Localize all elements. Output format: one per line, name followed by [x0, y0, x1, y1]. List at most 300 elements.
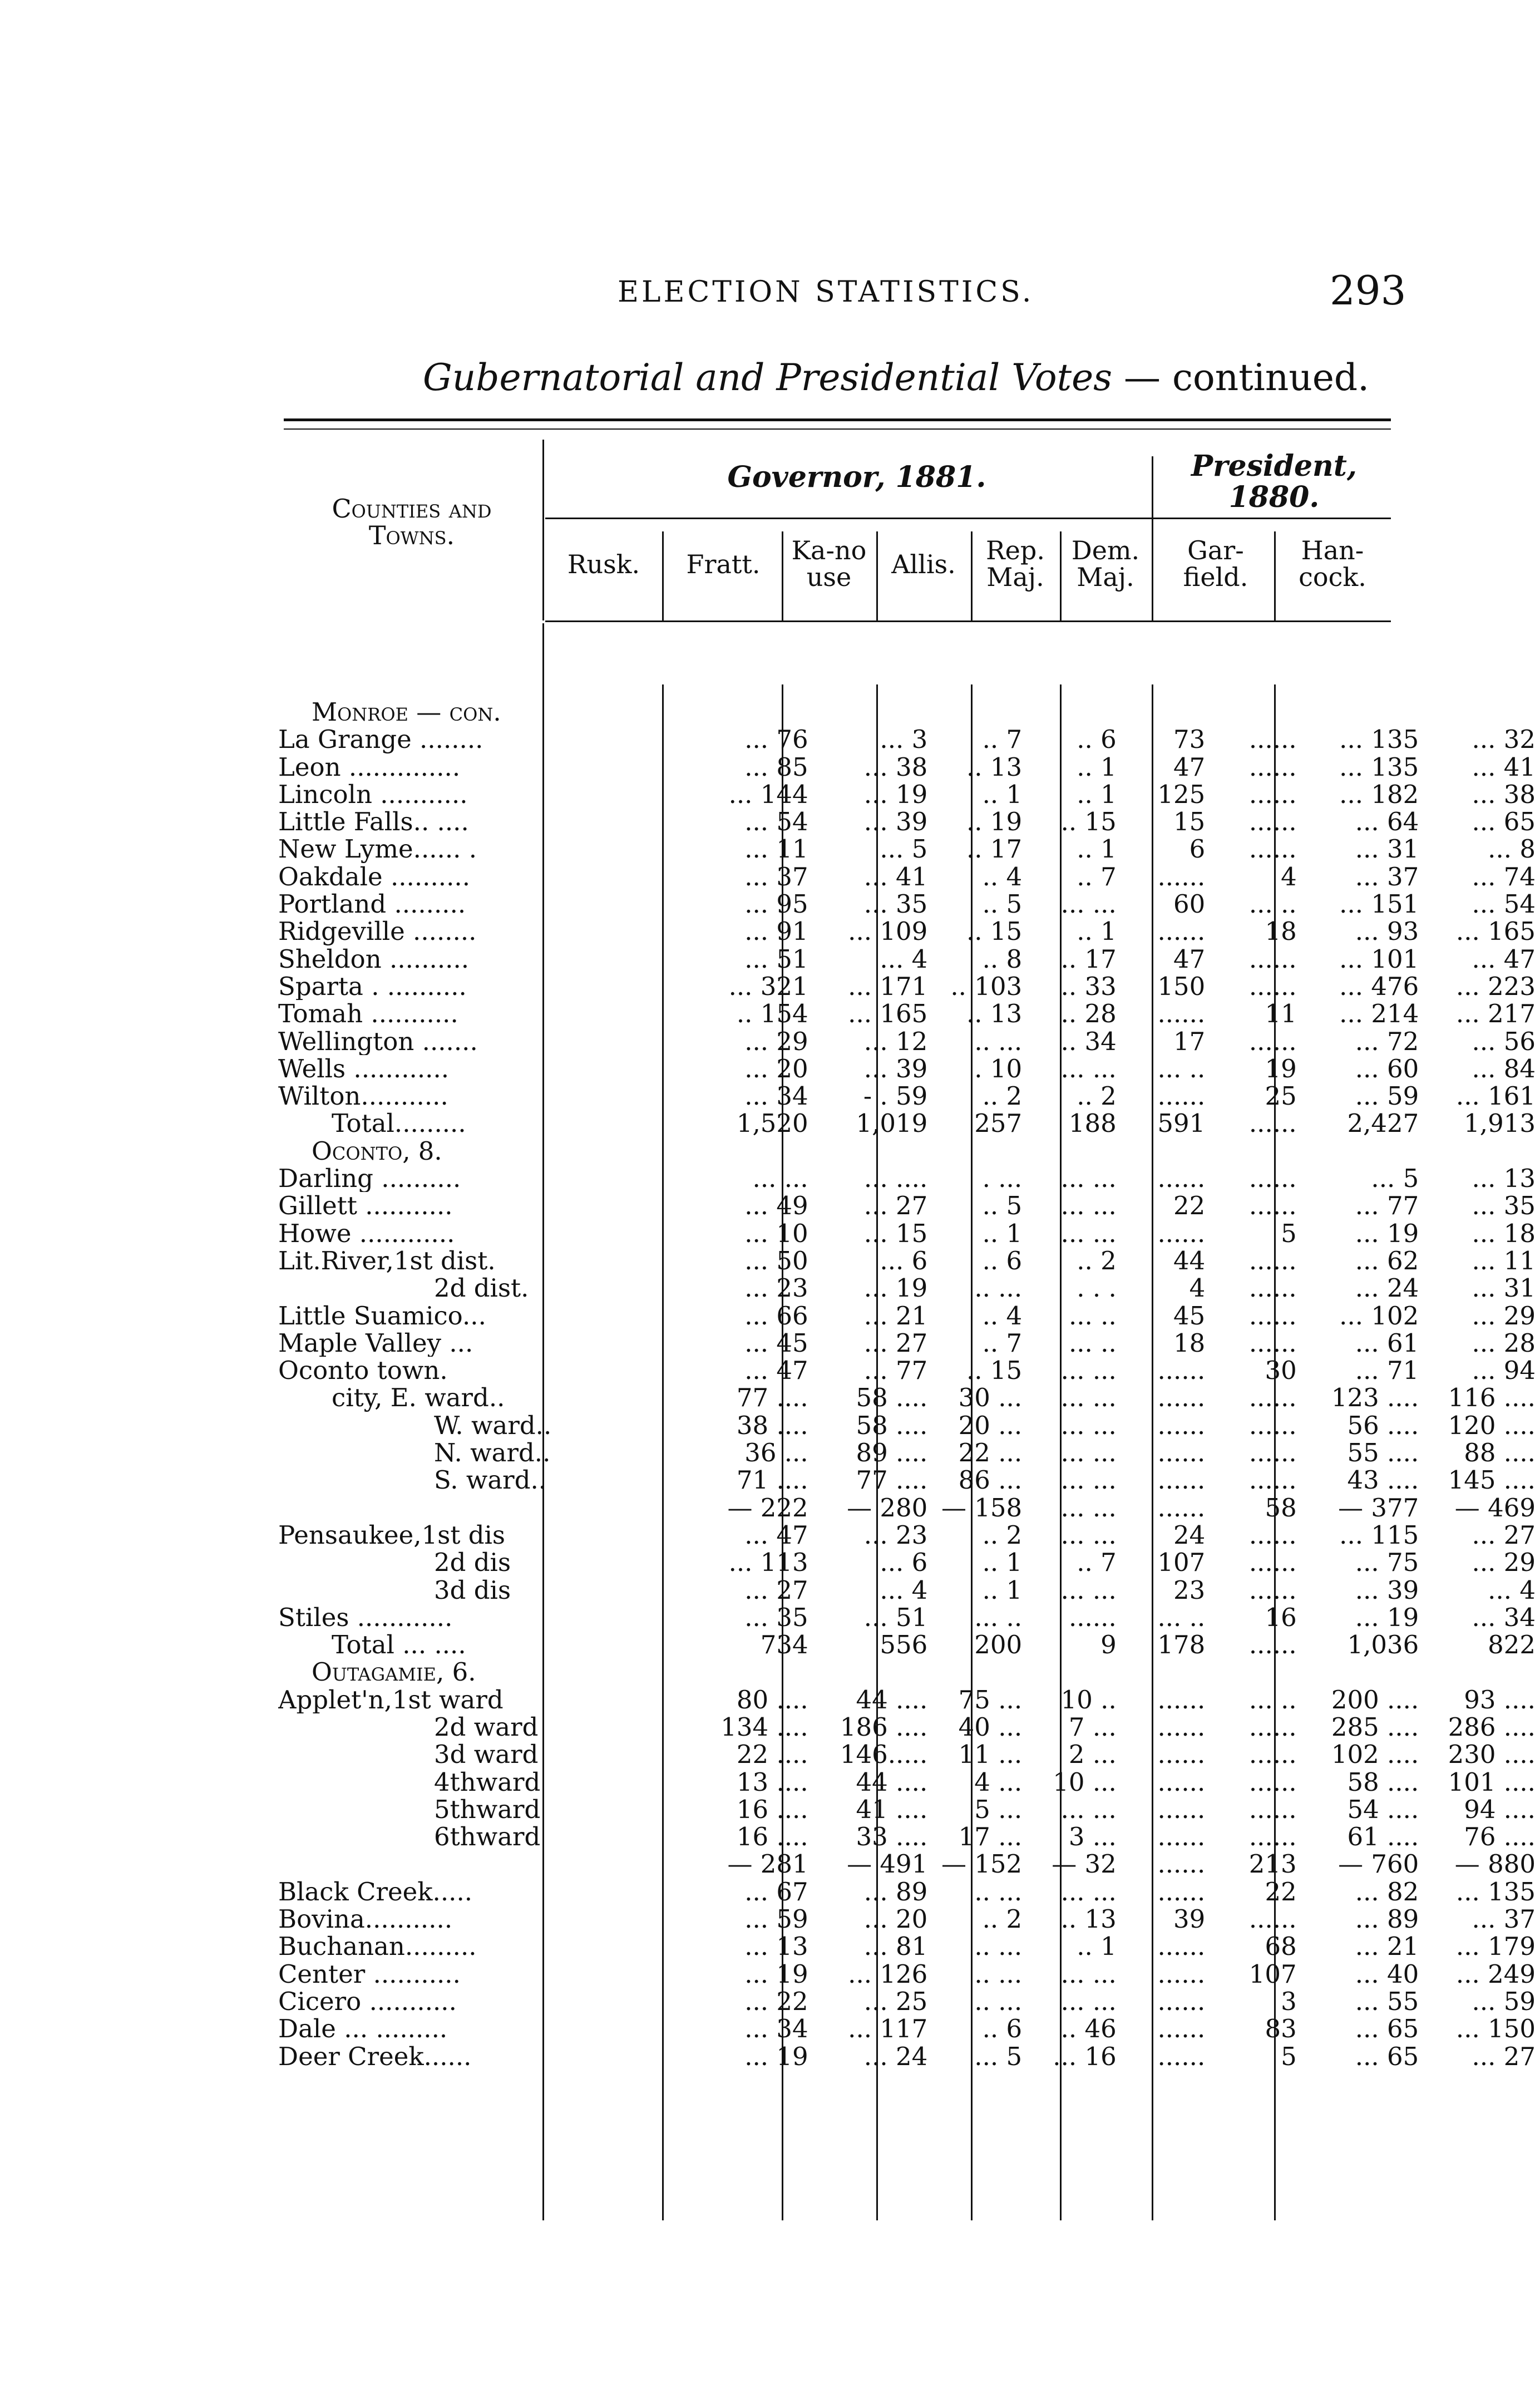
vote-cell: 44 ....: [856, 1686, 928, 1713]
vote-cell: 286 ....: [1448, 1713, 1536, 1741]
town-name: Little Falls.. ....: [278, 808, 469, 836]
vote-cell: ... 75: [1355, 1549, 1419, 1577]
vote-cell: ... 71: [1355, 1357, 1419, 1385]
vote-cell: ... 6: [880, 1247, 928, 1275]
town-name: Darling ..........: [278, 1165, 461, 1193]
vote-cell: ......: [1157, 1686, 1206, 1713]
vote-cell: ... ...: [1060, 1219, 1117, 1247]
vote-cell: ... 34: [744, 1082, 808, 1110]
vote-cell: ... ..: [1157, 1055, 1206, 1083]
vote-cell: ......: [1157, 1357, 1206, 1385]
vote-cell: 77 ....: [736, 1384, 808, 1412]
vote-cell: 30: [1265, 1357, 1297, 1385]
running-title: ELECTION STATISTICS.: [618, 275, 1034, 309]
vote-cell: ......: [1248, 1521, 1297, 1549]
vote-cell: ... 161: [1455, 1082, 1536, 1110]
vote-cell: 145 ....: [1448, 1466, 1536, 1494]
vote-cell: ... ...: [1060, 1055, 1117, 1083]
town-row: [278, 1439, 1540, 1466]
vote-cell: ... 6: [880, 1549, 928, 1577]
vote-cell: ... 51: [744, 945, 808, 973]
vote-cell: ......: [1157, 2042, 1206, 2070]
town-row: [278, 973, 1540, 1000]
vote-cell: 22 ....: [736, 1741, 808, 1768]
vote-cell: ... ..: [1248, 890, 1297, 918]
vote-cell: ......: [1157, 1411, 1206, 1440]
vote-cell: ......: [1248, 1549, 1297, 1577]
vote-cell: 83: [1265, 2015, 1297, 2043]
town-row: [278, 1302, 1540, 1329]
town-name: Buchanan.........: [278, 1933, 477, 1960]
vote-cell: ... ..: [1248, 1686, 1297, 1713]
town-name: 4thward: [434, 1768, 541, 1796]
vote-cell: ... 82: [1355, 1878, 1419, 1906]
vote-cell: ... 40: [1355, 1960, 1419, 1988]
town-name: W. ward..: [434, 1411, 552, 1440]
vote-cell: ... ...: [1060, 1795, 1117, 1824]
vote-cell: ... 85: [744, 753, 808, 781]
town-row: [278, 1494, 1540, 1521]
vote-cell: ... 61: [1355, 1329, 1419, 1357]
county-name: Monroe — con.: [312, 698, 501, 726]
vote-cell: 60: [1173, 890, 1206, 918]
vote-cell: ... 27: [863, 1192, 928, 1220]
vote-cell: ... 65: [1355, 2042, 1419, 2070]
town-name: Pensaukee,1st dis: [278, 1521, 506, 1549]
vote-cell: .. 5: [982, 890, 1023, 918]
vote-cell: .. 1: [1077, 753, 1117, 781]
vote-cell: ... 18: [1472, 1219, 1536, 1247]
vote-cell: 7 ...: [1068, 1713, 1117, 1741]
county-section-row: [278, 1658, 1540, 1686]
vote-cell: .. ...: [974, 1274, 1023, 1302]
vote-cell: 20 ...: [958, 1411, 1023, 1440]
vote-cell: . 10: [974, 1055, 1023, 1083]
vote-cell: — 491: [847, 1850, 928, 1878]
vote-cell: .. 17: [966, 835, 1023, 863]
vote-cell: 146.....: [840, 1741, 928, 1768]
vote-cell: ... ...: [1060, 1521, 1117, 1549]
group-rule: [545, 518, 1391, 519]
vote-cell: .. 15: [966, 918, 1023, 945]
vote-cell: 76 ....: [1464, 1823, 1536, 1851]
vote-cell: ... ...: [1060, 1384, 1117, 1412]
vote-cell: 61 ....: [1347, 1823, 1419, 1851]
town-name: Ridgeville ........: [278, 918, 477, 945]
vote-cell: ... 38: [863, 753, 928, 781]
president-header: President, 1880.: [1191, 449, 1357, 514]
vote-cell: ... 21: [1355, 1933, 1419, 1960]
vote-cell: ... 21: [863, 1302, 928, 1329]
town-name: Portland .........: [278, 890, 466, 918]
vote-cell: ... ...: [1060, 1494, 1117, 1521]
vote-cell: 15: [1173, 808, 1206, 836]
town-name: 5thward: [434, 1795, 541, 1824]
vote-cell: ......: [1248, 835, 1297, 863]
page-number: 293: [1330, 267, 1406, 314]
vote-cell: ... 59: [1355, 1082, 1419, 1110]
vote-cell: ... ...: [1060, 1576, 1117, 1604]
vote-cell: ... 59: [744, 1905, 808, 1933]
vote-cell: ... ...: [1060, 1192, 1117, 1220]
vote-cell: .. 1: [982, 1576, 1023, 1604]
vote-cell: 107: [1248, 1960, 1297, 1988]
governor-header: Governor, 1881.: [727, 460, 986, 494]
vote-cell: 5: [1281, 1219, 1297, 1247]
vote-cell: ......: [1248, 1741, 1297, 1768]
vote-cell: ... 76: [744, 726, 808, 753]
counties-header: Counties and Towns.: [332, 494, 492, 550]
vote-cell: — 281: [727, 1850, 808, 1878]
town-name: Deer Creek......: [278, 2042, 472, 2070]
vote-cell: .. 2: [982, 1905, 1023, 1933]
town-row: [278, 1165, 1540, 1192]
vote-cell: .. ...: [974, 1987, 1023, 2016]
vote-cell: ......: [1157, 1713, 1206, 1741]
vote-cell: 68: [1265, 1933, 1297, 1960]
vote-cell: ... 64: [1355, 808, 1419, 836]
vote-cell: .. 1: [1077, 780, 1117, 809]
vote-cell: 822: [1488, 1631, 1536, 1659]
town-name: Total.........: [332, 1110, 466, 1137]
vote-cell: ... 179: [1455, 1933, 1536, 1960]
vote-cell: 1,019: [856, 1110, 928, 1137]
vote-cell: .. 46: [1060, 2015, 1117, 2043]
vote-cell: ... 150: [1455, 2015, 1536, 2043]
col-header-kanouse: Ka-nouse: [791, 535, 867, 592]
vote-cell: ......: [1157, 2015, 1206, 2043]
vote-cell: ......: [1248, 1768, 1297, 1796]
vote-cell: ... 101: [1339, 945, 1419, 973]
vote-cell: ... 39: [863, 808, 928, 836]
vote-cell: 56 ....: [1347, 1411, 1419, 1440]
town-row: [278, 1384, 1540, 1411]
vote-cell: - . 59: [863, 1082, 928, 1110]
vote-cell: 123 ....: [1331, 1384, 1419, 1412]
vote-cell: ... ..: [1068, 1329, 1117, 1357]
vote-cell: ... 3: [880, 726, 928, 753]
vote-cell: 5: [1281, 2042, 1297, 2070]
town-row: [278, 781, 1540, 808]
vote-cell: 33 ....: [856, 1823, 928, 1851]
county-name: Outagamie, 6.: [312, 1658, 476, 1686]
vote-cell: ......: [1248, 972, 1297, 1001]
vote-cell: 54 ....: [1347, 1795, 1419, 1824]
vote-cell: .. 2: [982, 1521, 1023, 1549]
vote-cell: ... ...: [752, 1165, 808, 1193]
vote-cell: 5 ...: [974, 1795, 1023, 1824]
vote-cell: ......: [1157, 1494, 1206, 1521]
vote-cell: .. 6: [982, 1247, 1023, 1275]
vote-cell: 71 ....: [736, 1466, 808, 1494]
vote-cell: ... 10: [744, 1219, 808, 1247]
vote-cell: ... 37: [744, 863, 808, 891]
vote-cell: ... 31: [1355, 835, 1419, 863]
vote-cell: ......: [1248, 808, 1297, 836]
vote-cell: ......: [1248, 726, 1297, 753]
vote-cell: ... 89: [863, 1878, 928, 1906]
vote-cell: ... 32: [1472, 726, 1536, 753]
vote-cell: ... 59: [1472, 1987, 1536, 2016]
vote-cell: ... ...: [1060, 1165, 1117, 1193]
vote-cell: 101 ....: [1448, 1768, 1536, 1796]
vote-cell: — 32: [1052, 1850, 1117, 1878]
vote-cell: ... 37: [1355, 863, 1419, 891]
vote-cell: ......: [1248, 1165, 1297, 1193]
town-row: [278, 1274, 1540, 1302]
vote-cell: ... 34: [1472, 1603, 1536, 1632]
vote-cell: 188: [1068, 1110, 1117, 1137]
vote-cell: ......: [1068, 1603, 1117, 1632]
vote-cell: ... 249: [1455, 1960, 1536, 1988]
vote-cell: ... 27: [1472, 1521, 1536, 1549]
vote-cell: ... 15: [863, 1219, 928, 1247]
town-name: Little Suamico...: [278, 1302, 486, 1329]
vote-cell: ......: [1248, 1631, 1297, 1659]
vote-cell: — 377: [1338, 1494, 1419, 1521]
town-name: [278, 1494, 693, 1521]
vote-cell: 11: [1265, 1000, 1297, 1028]
town-row: [278, 1933, 1540, 1960]
vote-cell: ... 13: [744, 1933, 808, 1960]
vote-cell: 11 ...: [958, 1741, 1023, 1768]
town-name: Oconto town.: [278, 1357, 448, 1385]
town-name: Wells ............: [278, 1055, 450, 1083]
vote-cell: ... 28: [1472, 1329, 1536, 1357]
vote-cell: ......: [1248, 1247, 1297, 1275]
vote-cell: ... 19: [744, 1960, 808, 1988]
vote-cell: 9: [1100, 1631, 1117, 1659]
vote-cell: ... 27: [744, 1576, 808, 1604]
town-row: [278, 1713, 1540, 1741]
town-name: city, E. ward..: [332, 1384, 505, 1412]
vote-cell: ... ....: [863, 1165, 928, 1193]
vote-cell: ......: [1157, 1987, 1206, 2016]
town-row: [278, 1412, 1540, 1439]
town-name: Applet'n,1st ward: [278, 1686, 504, 1713]
vote-cell: 77 ....: [856, 1466, 928, 1494]
vote-cell: .. 1: [982, 780, 1023, 809]
vote-cell: .. ...: [974, 1027, 1023, 1055]
vote-cell: 89 ....: [856, 1439, 928, 1467]
vote-cell: ... 35: [744, 1603, 808, 1632]
town-name: Oakdale ..........: [278, 863, 470, 891]
vote-cell: ... 29: [744, 1027, 808, 1055]
vote-cell: ......: [1248, 1411, 1297, 1440]
vote-cell: 22 ...: [958, 1439, 1023, 1467]
town-row: [278, 1082, 1540, 1110]
vote-cell: 58 ....: [856, 1384, 928, 1412]
vote-cell: — 222: [727, 1494, 808, 1521]
vote-cell: ......: [1248, 1713, 1297, 1741]
vote-cell: ... 55: [1355, 1987, 1419, 2016]
town-row: [278, 1823, 1540, 1850]
vote-cell: ... 223: [1455, 972, 1536, 1001]
town-row: [278, 1466, 1540, 1494]
vote-cell: 44: [1173, 1247, 1206, 1275]
vote-cell: 24: [1173, 1521, 1206, 1549]
vote-cell: ... ..: [1157, 1603, 1206, 1632]
vote-cell: 213: [1248, 1850, 1297, 1878]
vote-cell: .. 34: [1060, 1027, 1117, 1055]
vote-cell: .. 6: [1077, 726, 1117, 753]
vote-cell: ... 74: [1472, 863, 1536, 891]
vote-cell: .. 7: [1077, 1549, 1117, 1577]
vote-cell: ... 135: [1339, 753, 1419, 781]
vote-cell: ......: [1248, 1302, 1297, 1329]
vote-cell: 3: [1281, 1987, 1297, 2016]
vote-cell: ......: [1157, 1219, 1206, 1247]
vote-cell: ... 11: [744, 835, 808, 863]
vote-cell: ... 144: [728, 780, 808, 809]
county-name: Oconto, 8.: [312, 1137, 442, 1165]
vote-cell: ... 56: [1472, 1027, 1536, 1055]
vote-cell: ... 77: [863, 1357, 928, 1385]
vote-table: [278, 698, 1540, 2070]
vote-cell: ......: [1248, 1466, 1297, 1494]
town-row: [278, 1988, 1540, 2015]
vote-cell: 86 ...: [958, 1466, 1023, 1494]
town-row: [278, 1577, 1540, 1604]
header-vline-6: [1152, 456, 1153, 620]
vote-cell: ... 29: [1472, 1302, 1536, 1329]
vote-cell: ... 117: [848, 2015, 928, 2043]
vote-cell: ......: [1157, 1439, 1206, 1467]
vote-cell: 125: [1157, 780, 1206, 809]
vote-cell: ......: [1157, 1384, 1206, 1412]
vote-cell: 257: [974, 1110, 1023, 1137]
vote-cell: .. ...: [974, 1878, 1023, 1906]
vote-cell: ... 29: [1472, 1549, 1536, 1577]
vote-cell: .. 8: [982, 945, 1023, 973]
col-header-fratt: Fratt.: [686, 549, 761, 579]
vote-cell: 1,913: [1464, 1110, 1536, 1137]
vote-cell: 591: [1157, 1110, 1206, 1137]
vote-cell: 88 ....: [1464, 1439, 1536, 1467]
vote-cell: ... 20: [863, 1905, 928, 1933]
vote-cell: .. 4: [982, 863, 1023, 891]
vote-cell: .. 2: [1077, 1082, 1117, 1110]
vote-cell: ......: [1248, 1576, 1297, 1604]
town-name: Cicero ...........: [278, 1987, 457, 2016]
total-row: [278, 1110, 1540, 1137]
vote-cell: 47: [1173, 945, 1206, 973]
vote-cell: — 152: [941, 1850, 1023, 1878]
vote-cell: 39: [1173, 1905, 1206, 1933]
header-vline-2: [782, 531, 783, 620]
vote-cell: 734: [760, 1631, 808, 1659]
town-row: [278, 726, 1540, 753]
town-name: Sparta . ..........: [278, 972, 467, 1001]
vote-cell: 17 ...: [958, 1823, 1023, 1851]
vote-cell: .. 13: [1060, 1905, 1117, 1933]
vote-cell: 44 ....: [856, 1768, 928, 1796]
vote-cell: ......: [1157, 918, 1206, 945]
vote-cell: ... 34: [744, 2015, 808, 2043]
town-name: Dale ... .........: [278, 2015, 448, 2043]
vote-cell: .. 1: [982, 1549, 1023, 1577]
vote-cell: ... 115: [1339, 1521, 1419, 1549]
vote-cell: 16: [1265, 1603, 1297, 1632]
vote-cell: ......: [1248, 1192, 1297, 1220]
vote-cell: ... 50: [744, 1247, 808, 1275]
vote-cell: ... ...: [1060, 1466, 1117, 1494]
vote-cell: 1,520: [736, 1110, 808, 1137]
vote-cell: ... 19: [863, 1274, 928, 1302]
vote-cell: ... 24: [1355, 1274, 1419, 1302]
vote-cell: — 760: [1338, 1850, 1419, 1878]
town-name: 3d ward: [434, 1741, 539, 1768]
vote-cell: ... 24: [863, 2042, 928, 2070]
vote-cell: ... 39: [863, 1055, 928, 1083]
town-name: N. ward..: [434, 1439, 551, 1467]
vote-cell: .. 7: [982, 726, 1023, 753]
vote-cell: .. 33: [1060, 972, 1117, 1001]
vote-cell: ... 126: [848, 1960, 928, 1988]
vote-cell: ......: [1248, 1905, 1297, 1933]
vote-cell: ... 11: [1472, 1247, 1536, 1275]
header-vline-3: [876, 531, 878, 620]
vote-cell: ... 47: [744, 1521, 808, 1549]
vote-cell: ... 41: [1472, 753, 1536, 781]
col-header-hancock: Han-cock.: [1299, 535, 1366, 592]
vote-cell: ... 4: [880, 945, 928, 973]
town-row: [278, 1357, 1540, 1384]
vote-cell: ... 89: [1355, 1905, 1419, 1933]
vote-cell: ... 35: [863, 890, 928, 918]
vote-cell: 25: [1265, 1082, 1297, 1110]
town-name: Lit.River,1st dist.: [278, 1247, 496, 1275]
vote-cell: ... 4: [1488, 1576, 1536, 1604]
vote-cell: .. 1: [1077, 918, 1117, 945]
vote-cell: ... 476: [1339, 972, 1419, 1001]
vote-cell: 16 ....: [736, 1823, 808, 1851]
vote-cell: .. 103: [950, 972, 1023, 1001]
town-row: [278, 1055, 1540, 1082]
vote-cell: 23: [1173, 1576, 1206, 1604]
vote-cell: ... 62: [1355, 1247, 1419, 1275]
vote-cell: ... 8: [1488, 835, 1536, 863]
vote-cell: ... 65: [1355, 2015, 1419, 2043]
vote-cell: 58 ....: [856, 1411, 928, 1440]
vote-cell: 200: [974, 1631, 1023, 1659]
vote-cell: ... 165: [1455, 918, 1536, 945]
vote-cell: ......: [1248, 1823, 1297, 1851]
town-row: [278, 1905, 1540, 1933]
vote-cell: 200 ....: [1331, 1686, 1419, 1713]
vote-cell: .. 6: [982, 2015, 1023, 2043]
vote-cell: 18: [1173, 1329, 1206, 1357]
vote-cell: 94 ....: [1464, 1795, 1536, 1824]
vote-cell: 73: [1173, 726, 1206, 753]
town-name: Total ... ....: [332, 1631, 466, 1659]
town-row: [278, 1329, 1540, 1357]
vote-cell: ......: [1248, 1439, 1297, 1467]
town-row: [278, 1878, 1540, 1905]
vote-cell: ... 5: [974, 2042, 1023, 2070]
town-name: Lincoln ...........: [278, 780, 468, 809]
vote-cell: ... 113: [728, 1549, 808, 1577]
vote-cell: .. 7: [1077, 863, 1117, 891]
vote-cell: .. 1: [1077, 1933, 1117, 1960]
vote-cell: 4 ...: [974, 1768, 1023, 1796]
vote-cell: ......: [1157, 1082, 1206, 1110]
vote-cell: ... ...: [1060, 890, 1117, 918]
vote-cell: ... 84: [1472, 1055, 1536, 1083]
vote-cell: ......: [1157, 1165, 1206, 1193]
town-row: [278, 1247, 1540, 1274]
vote-cell: .. 17: [1060, 945, 1117, 973]
